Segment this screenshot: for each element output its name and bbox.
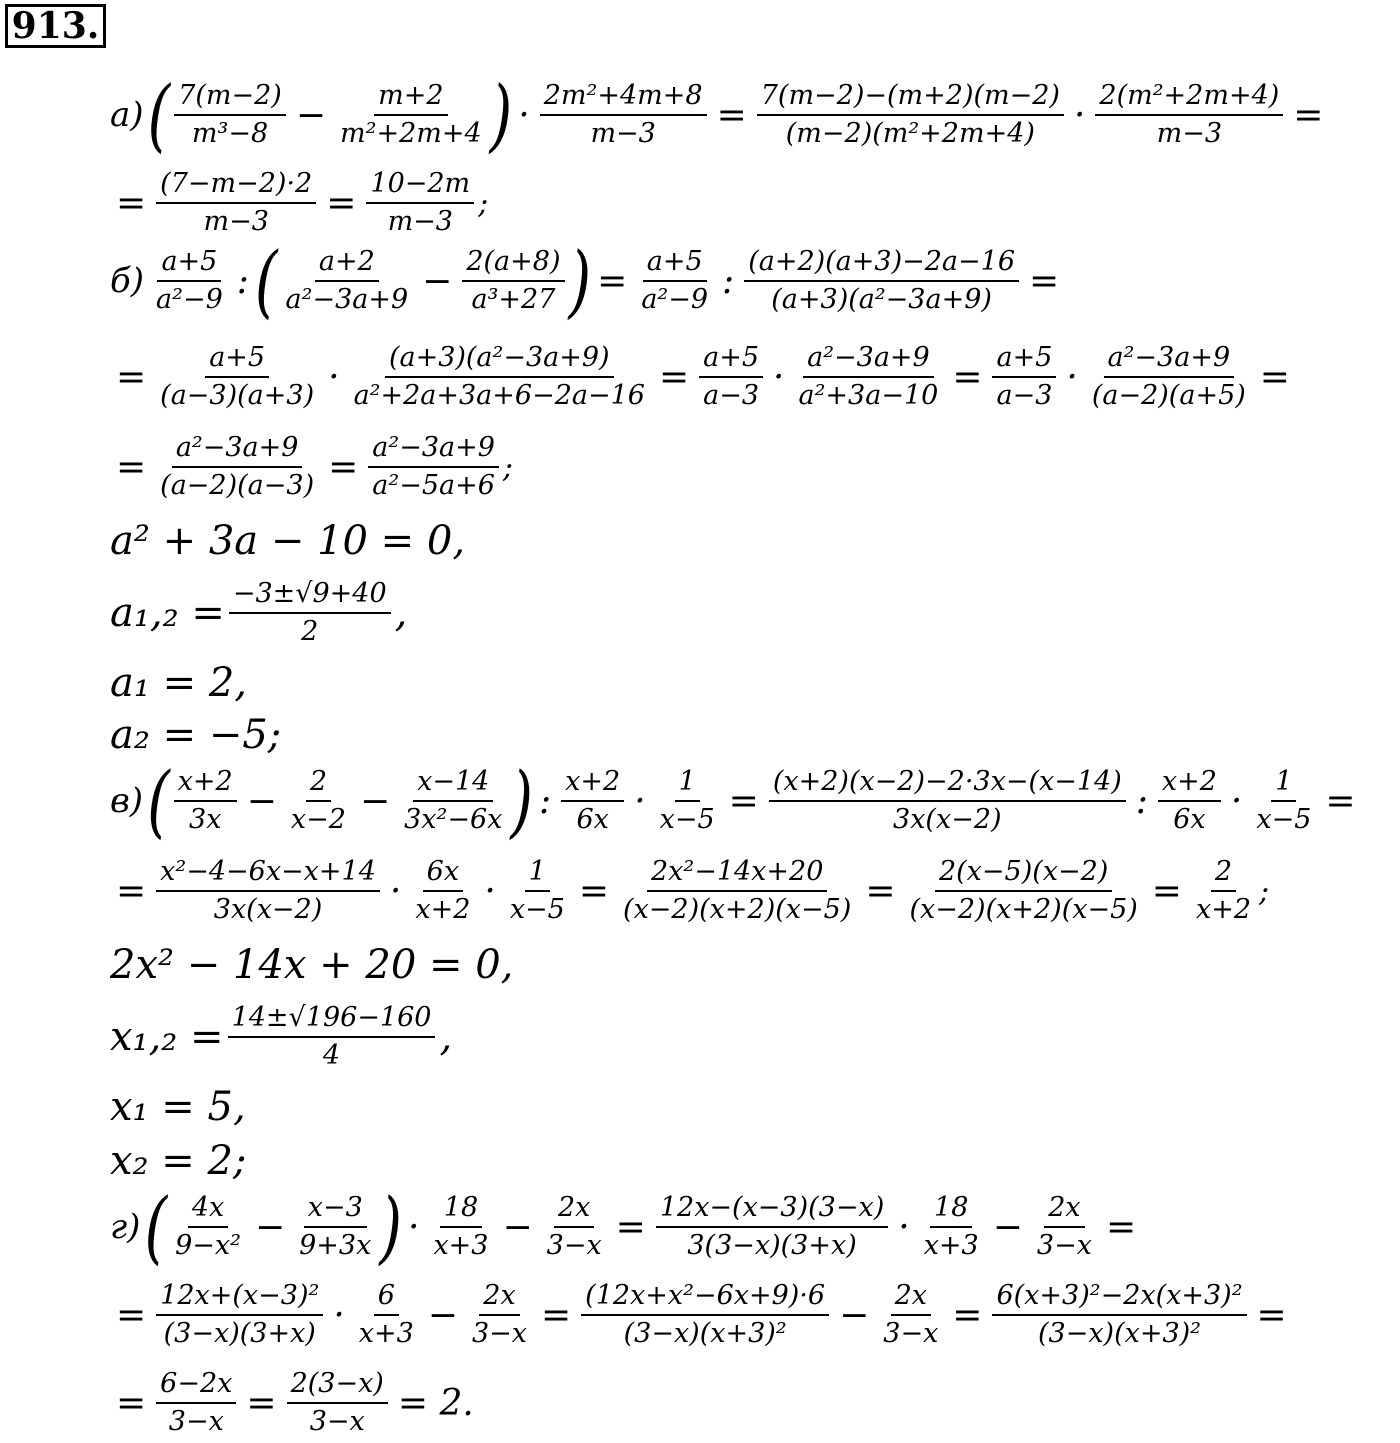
operator: − — [295, 94, 327, 136]
fraction: $\frac{(x+2)(x-2)-2\cdot 3x-(x-14)}{3x(x-2)}$ — [769, 766, 1126, 836]
paren-open: ( — [254, 235, 278, 327]
fraction: $\frac{1}{x-5}$ — [1256, 766, 1312, 835]
roots-v-formula — [110, 1002, 452, 1072]
fraction: $\frac{a+5}{a-3}$ — [992, 342, 1056, 412]
paren-close: ) — [510, 755, 534, 847]
label-v: в) — [110, 781, 144, 821]
root-b-1: a₁ = 2, — [110, 660, 247, 706]
operator: = — [1325, 780, 1356, 822]
fraction: $\frac{2(a+8)}{\text{a³+27}}$ — [462, 246, 564, 316]
fraction: $\frac{(7-m-2)\cdot 2}{m-3}$ — [156, 168, 316, 238]
label-g: г) — [110, 1207, 141, 1247]
fraction: $\frac{1}{x-5}$ — [509, 856, 565, 925]
paren-open: ( — [147, 755, 170, 847]
fraction: $\frac{a+5}{a-3}$ — [699, 342, 763, 412]
fraction: $\frac{2}{x-2}$ — [290, 766, 346, 835]
equation-v-quadratic: 2x² − 14x + 20 = 0, — [110, 942, 514, 988]
fraction: $\frac{2x}{3-x}$ — [883, 1280, 939, 1349]
punctuation: , — [394, 590, 408, 636]
operator: = — [326, 182, 357, 224]
roots-lhs: a₁,₂ = — [110, 590, 225, 636]
operator: − — [246, 780, 277, 822]
punctuation: ; — [1259, 873, 1270, 909]
operator: = — [1105, 1206, 1137, 1248]
line-a-2 — [110, 168, 488, 238]
operator: − — [502, 1206, 533, 1248]
operator: · — [773, 356, 785, 398]
fraction: $\frac{7(m-2)-(m+2)(m-2)}{\text{(m−2)(m²+2m+4)}}$ — [757, 80, 1064, 150]
fraction: $\frac{\text{2x²−14x+20}}{(x-2)(x+2)(x-5)}$ — [623, 856, 852, 925]
operator: = — [116, 1294, 147, 1336]
fraction: $\frac{2x}{3-x}$ — [471, 1280, 527, 1349]
operator: · — [898, 1206, 910, 1248]
fraction: $\frac{\text{a²−3a+9}}{\text{a²+3a−10}}$ — [798, 342, 939, 411]
fraction: $\frac{12x-(x-3)(3-x)}{3(3-x)(3+x)}$ — [656, 1192, 888, 1262]
operator: = — [116, 182, 147, 224]
paren-close: ) — [379, 1181, 402, 1273]
fraction: $\frac{2x}{3-x}$ — [1036, 1192, 1092, 1261]
operator: · — [1230, 780, 1243, 822]
fraction: $\frac{\text{(12x+x²−6x+9)·6}}{\text{(3−x)(x+3)²}}$ — [581, 1280, 829, 1350]
line-g-3 — [110, 1368, 480, 1438]
fraction: $\frac{m+2}{\text{m²+2m+4}}$ — [340, 80, 482, 149]
result: = 2. — [397, 1382, 474, 1424]
problem-number: 913. — [5, 4, 106, 48]
operator: = — [1293, 94, 1324, 136]
operator: = — [952, 1294, 983, 1336]
operator: − — [992, 1206, 1023, 1248]
operator: · — [333, 1294, 345, 1336]
label-b: б) — [110, 261, 145, 301]
fraction: $\frac{14\pm√196-160}{4}$ — [228, 1002, 436, 1072]
fraction: $\frac{a+5}{(a-3)(a+3)}$ — [160, 342, 315, 411]
punctuation: ; — [502, 449, 514, 485]
line-g-2 — [110, 1280, 1293, 1350]
operator: · — [1066, 356, 1078, 398]
fraction: $\frac{\text{2m²+4m+8}}{m-3}$ — [540, 80, 707, 150]
paren-open: ( — [144, 1181, 168, 1273]
root-v-1: x₁ = 5, — [110, 1084, 246, 1130]
fraction: $\frac{\text{a²−3a+9}}{\text{a²−5a+6}}$ — [368, 432, 499, 502]
root-v-2: x₂ = 2; — [110, 1138, 247, 1184]
fraction: $\frac{\text{(a+3)(a²−3a+9)}}{\text{a²+2a+3a+6−2a−16}}$ — [353, 342, 645, 411]
fraction: $\frac{1}{x-5}$ — [659, 766, 715, 835]
fraction: $\frac{\text{x²−4−6x−x+14}}{3x(x-2)}$ — [156, 856, 380, 926]
paren-close: ) — [568, 235, 592, 327]
operator: = — [541, 1294, 572, 1336]
fraction: $\frac{x+2}{6x}$ — [1158, 766, 1221, 836]
operator: − — [427, 1294, 458, 1336]
operator: = — [865, 870, 896, 912]
operator: = — [1256, 1294, 1287, 1336]
roots-lhs: x₁,₂ = — [110, 1014, 224, 1060]
line-g-1 — [110, 1181, 1142, 1273]
fraction: $\frac{x-3}{9+3x}$ — [299, 1192, 372, 1261]
operator: · — [328, 356, 340, 398]
fraction: $\frac{2x}{3-x}$ — [546, 1192, 602, 1261]
operator: = — [716, 94, 747, 136]
fraction: $\frac{a+2}{\text{a²−3a+9}}$ — [285, 246, 409, 315]
fraction: $\frac{\text{2(m²+2m+4)}}{m-3}$ — [1095, 80, 1283, 150]
fraction: $\frac{\text{12x+(x−3)²}}{(3-x)(3+x)}$ — [156, 1280, 323, 1350]
operator: · — [1073, 94, 1086, 136]
fraction: $\frac{a+5}{\text{a²−9}}$ — [641, 246, 709, 315]
operator: = — [116, 356, 147, 398]
fraction: $\frac{\text{6(x+3)²−2x(x+3)²}}{\text{(3−x)(x+3)²}}$ — [992, 1280, 1246, 1350]
operator: − — [839, 1294, 870, 1336]
fraction: $\frac{x+2}{6x}$ — [561, 766, 624, 836]
operator: = — [1029, 260, 1060, 302]
line-a-1 — [110, 69, 1329, 161]
line-b-3 — [110, 432, 513, 502]
label-a: а) — [110, 95, 144, 135]
operator: = — [658, 356, 690, 398]
fraction: $\frac{(a+2)(a+3)-2a-16}{\text{(a+3)(a²−3a+9)}}$ — [744, 246, 1019, 316]
fraction: $\frac{-3\pm√9+40}{2}$ — [229, 578, 391, 648]
line-b-2 — [110, 342, 1296, 412]
paren-open: ( — [147, 69, 171, 161]
operator: = — [597, 260, 628, 302]
fraction: $\frac{4x}{\text{9−x²}}$ — [175, 1192, 241, 1261]
fraction: $\frac{\text{a²−3a+9}}{(a-2)(a+5)}$ — [1091, 342, 1246, 411]
operator: = — [116, 1382, 147, 1424]
operator: · — [407, 1206, 420, 1248]
fraction: $\frac{2(x-5)(x-2)}{(x-2)(x+2)(x-5)}$ — [909, 856, 1138, 925]
operator: = — [578, 870, 610, 912]
equation-b-quadratic: a² + 3a − 10 = 0, — [110, 518, 466, 564]
operator: = — [116, 870, 147, 912]
fraction: $\frac{2}{x+2}$ — [1195, 856, 1251, 925]
operator: = — [615, 1206, 646, 1248]
fraction: $\frac{a+5}{\text{a²−9}}$ — [156, 246, 223, 315]
punctuation: , — [439, 1014, 453, 1060]
fraction: $\frac{\text{a²−3a+9}}{(a-2)(a-3)}$ — [160, 432, 315, 501]
operator: = — [328, 446, 359, 488]
fraction: $\frac{6}{x+3}$ — [358, 1280, 414, 1349]
operator: · — [634, 780, 646, 822]
operator: : — [722, 260, 735, 302]
operator: = — [246, 1382, 277, 1424]
fraction: $\frac{18}{x+3}$ — [433, 1192, 489, 1261]
operator: · — [484, 870, 496, 912]
operator: = — [1151, 870, 1182, 912]
fraction: $\frac{6-2x}{3-x}$ — [156, 1368, 236, 1438]
operator: : — [1135, 780, 1148, 822]
operator: · — [518, 94, 530, 136]
operator: − — [254, 1206, 286, 1248]
operator: : — [539, 780, 552, 822]
operator: : — [236, 260, 249, 302]
operator: − — [422, 260, 453, 302]
fraction: $\frac{2(3-x)}{3-x}$ — [287, 1368, 388, 1438]
fraction: $\frac{x+2}{3x}$ — [174, 766, 237, 836]
fraction: $\frac{x-14}{\text{3x²−6x}}$ — [404, 766, 503, 835]
operator: = — [1259, 356, 1290, 398]
fraction: $\frac{18}{x+3}$ — [923, 1192, 979, 1261]
line-v-2 — [110, 856, 1269, 926]
operator: = — [116, 446, 147, 488]
paren-close: ) — [489, 69, 513, 161]
operator: = — [728, 780, 759, 822]
punctuation: ; — [478, 185, 489, 221]
operator: = — [952, 356, 983, 398]
line-b-1 — [110, 235, 1065, 327]
operator: − — [359, 780, 391, 822]
fraction: $\frac{10-2m}{m-3}$ — [366, 168, 474, 238]
root-b-2: a₂ = −5; — [110, 712, 282, 758]
roots-b-formula — [110, 578, 407, 648]
fraction: $\frac{7(m-2)}{\text{m³−8}}$ — [174, 80, 286, 150]
line-v-1 — [110, 755, 1362, 847]
operator: · — [389, 870, 402, 912]
fraction: $\frac{6x}{x+2}$ — [415, 856, 471, 925]
